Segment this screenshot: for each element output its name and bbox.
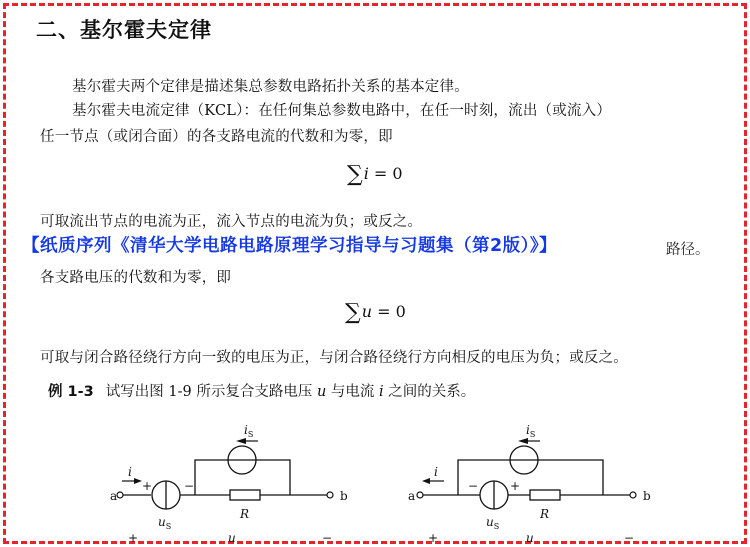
node-b-label: b (643, 489, 651, 503)
outer-minus: − (322, 531, 333, 545)
resistor-icon (530, 490, 560, 500)
paragraph-sign-convention: 可取流出节点的电流为正，流入节点的电流为负；或反之。 (40, 214, 423, 230)
example-label: 例 1-3 (48, 384, 94, 400)
minus-sign: − (468, 479, 479, 493)
paragraph-kcl-line1: 基尔霍夫电流定律（KCL）：在任何集总参数电路中，在任一时刻，流出（或流入） (72, 103, 612, 119)
terminal-b (327, 492, 333, 498)
watermark-banner: 【纸质序列《清华大学电路电路原理学习指导与习题集（第2版）》】 (22, 236, 558, 256)
example-var-i: i (379, 384, 384, 400)
plus-sign: + (142, 479, 153, 493)
equation-variable: u (361, 302, 373, 321)
example-var-u: u (316, 384, 327, 400)
current-label: i (128, 465, 132, 479)
kvl-equation (345, 300, 406, 325)
plus-sign: + (510, 479, 521, 493)
terminal-a (417, 492, 423, 498)
section-heading: 二、基尔霍夫定律 (36, 17, 212, 42)
outer-plus: + (128, 531, 139, 545)
example-text: 试写出图 1-9 所示复合支路电压 (105, 384, 317, 400)
kcl-equation (347, 162, 403, 187)
resistor-label: R (540, 507, 550, 521)
sum-symbol: ∑ (347, 162, 363, 187)
paragraph-intro: 基尔霍夫两个定律是描述集总参数电路拓扑关系的基本定律。 (72, 79, 469, 95)
example-text: 之间的关系。 (383, 384, 476, 400)
wire (256, 460, 290, 495)
minus-sign: − (184, 479, 195, 493)
equation-rhs: = 0 (372, 302, 406, 321)
resistor-icon (230, 490, 260, 500)
terminal-a (117, 492, 123, 498)
sum-symbol: ∑ (345, 300, 361, 325)
wire (195, 460, 228, 495)
terminal-b (630, 492, 636, 498)
wire (458, 460, 510, 495)
source-voltage-label: $u_S$ (158, 515, 172, 531)
example-line (48, 380, 475, 401)
paragraph-voltage-convention: 可取与闭合路径绕行方向一致的电压为正，与闭合路径绕行方向相反的电压为负；或反之。 (40, 350, 628, 366)
paragraph-kvl: 各支路电压的代数和为零，即 (40, 270, 232, 286)
source-current-label: $i_S$ (244, 423, 254, 439)
circuit-diagram-right (398, 410, 668, 547)
source-voltage-label: $u_S$ (486, 515, 500, 531)
equation-rhs: = 0 (368, 164, 403, 183)
voltage-label: u (526, 531, 534, 545)
node-a-label: a (110, 489, 118, 503)
source-current-label: $i_S$ (526, 423, 536, 439)
example-text: 与电流 (326, 384, 379, 400)
outer-minus: − (624, 531, 635, 545)
outer-plus: + (428, 531, 439, 545)
paragraph-kcl-line2: 任一节点（或闭合面）的各支路电流的代数和为零，即 (40, 129, 393, 145)
obscured-text-tail: 路径。 (666, 242, 710, 258)
resistor-label: R (240, 507, 250, 521)
voltage-label: u (228, 531, 236, 545)
current-label: i (434, 465, 438, 479)
equation-variable: i (363, 164, 369, 183)
circuit-diagram-left (100, 410, 360, 547)
node-b-label: b (340, 489, 348, 503)
node-a-label: a (408, 489, 416, 503)
